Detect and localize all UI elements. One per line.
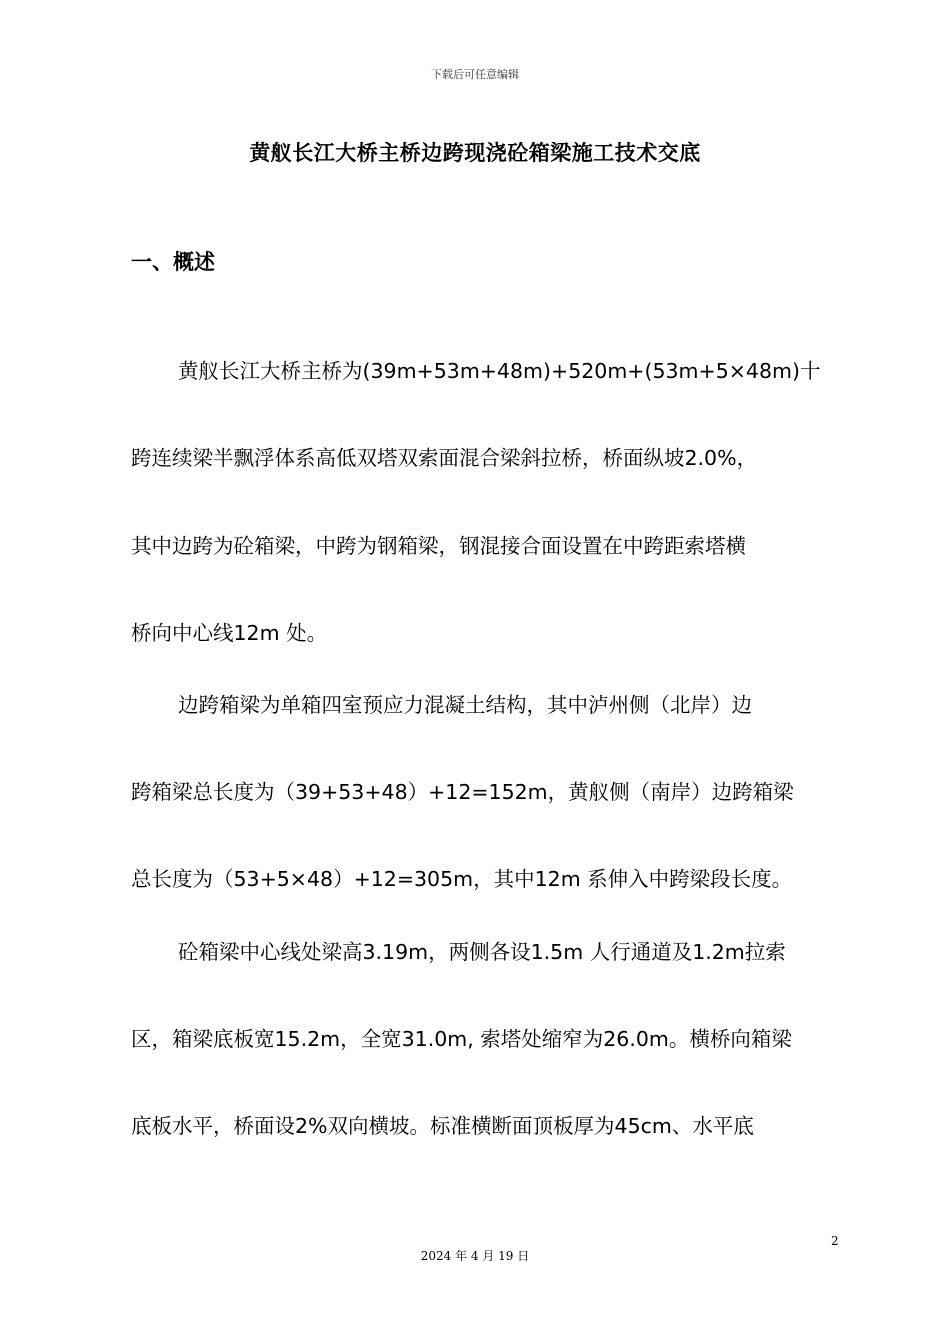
paragraph-line: 边跨箱梁为单箱四室预应力混凝土结构，其中泸州侧（北岸）边 [178, 693, 752, 717]
header-note: 下载后可任意编辑 [431, 68, 519, 81]
document-title: 黄舣长江大桥主桥边跨现浇砼箱梁施工技术交底 [249, 141, 701, 165]
paragraph-line: 桥向中心线12m 处。 [131, 621, 328, 645]
paragraph-line: 区，箱梁底板宽15.2m，全宽31.0m, 索塔处缩窄为26.0m。横桥向箱梁 [131, 1027, 792, 1051]
paragraph-line: 跨箱梁总长度为（39+53+48）+12=152m，黄舣侧（南岸）边跨箱梁 [131, 780, 794, 804]
paragraph-line: 砼箱梁中心线处梁高3.19m，两侧各设1.5m 人行通道及1.2m拉索 [178, 940, 786, 964]
section-heading: 一、概述 [131, 250, 215, 274]
page-number: 2 [831, 1234, 839, 1248]
paragraph-line: 黄舣长江大桥主桥为(39m+53m+48m)+520m+(53m+5×48m)十 [178, 359, 821, 383]
paragraph-line: 跨连续梁半飘浮体系高低双塔双索面混合梁斜拉桥，桥面纵坡2.0%， [131, 446, 758, 470]
paragraph-line: 底板水平，桥面设2%双向横坡。标准横断面顶板厚为45cm、水平底 [131, 1114, 754, 1138]
footer-date: 2024 年 4 月 19 日 [420, 1249, 530, 1263]
paragraph-line: 其中边跨为砼箱梁，中跨为钢箱梁，钢混接合面设置在中跨距索塔横 [131, 534, 746, 558]
paragraph-line: 总长度为（53+5×48）+12=305m，其中12m 系伸入中跨梁段长度。 [131, 867, 793, 891]
